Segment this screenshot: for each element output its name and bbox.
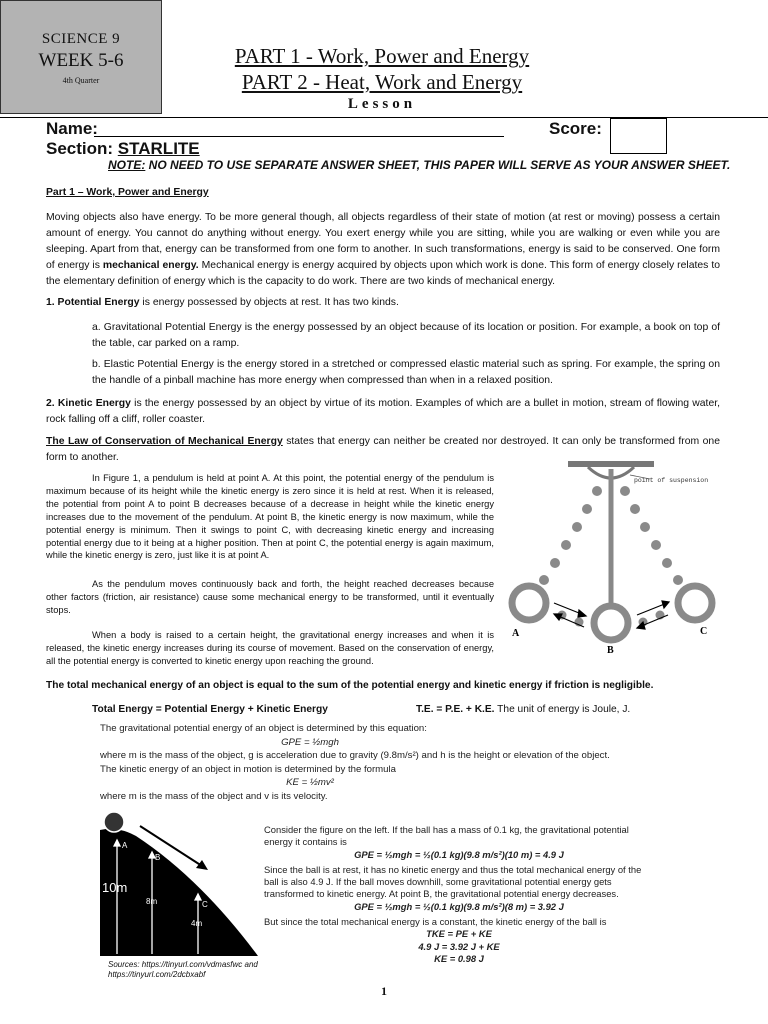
intro-paragraph <box>46 210 720 290</box>
gpe-intro: The gravitational potential energy of an object is determined by this equation: <box>100 723 427 734</box>
note-label: NOTE: <box>108 158 146 172</box>
height-4m: 4m <box>191 919 203 928</box>
suspension-bar <box>568 461 654 467</box>
hill-figure <box>100 808 260 963</box>
pendulum-paragraph-2: As the pendulum moves continuously back and forth, the height reached decreases because other factors (friction, air resistance) cause some mechanical energy to be transformed, until it eventually stops. <box>46 579 494 615</box>
example-eq-3b: 4.9 J = 3.92 J + KE <box>418 940 500 952</box>
total-energy-statement: The total mechanical energy of an object is equal to the sum of the potential energy and kinetic energy if friction is negligible. <box>46 680 654 691</box>
part1-title: PART 1 - Work, Power and Energy <box>234 44 530 68</box>
figure-sources <box>108 960 258 980</box>
worked-example <box>264 824 654 965</box>
section-row <box>46 139 200 159</box>
intro-text-b: Mechanical energy is energy acquired by objects upon which work is done. This form of energy closely relates to the elementary definition of energy which is the capacity to do work. There are two kinds of mechanical energy. <box>46 260 720 287</box>
hill-label-a: A <box>122 841 128 850</box>
te-symbolic: T.E. = P.E. + K.E. <box>416 704 495 715</box>
page-number: 1 <box>381 984 387 998</box>
law-term: The Law of Conservation of Mechanical Energy <box>46 436 283 447</box>
label-b: B <box>607 645 614 656</box>
score-box[interactable] <box>610 118 667 154</box>
source-1: Sources: https://tinyurl.com/vdmasfwc and <box>108 960 258 969</box>
pe-term: 1. Potential Energy <box>46 297 140 308</box>
height-10m: 10m <box>102 880 128 895</box>
pendulum-paragraph-1: In Figure 1, a pendulum is held at point A. At this point, the potential energy of the pendulum is maximum because of its height while the kinetic energy is zero since it is held at rest. When it is released, the potential from point A to point B decreases because of a decrease in height while the kinetic energy increases due to the movement of the pendulum. At point B, the kinetic energy is now maximum, while the potential energy is minimum. Then it swings to point C, with decreasing kinetic energy and increasing potential energy due to it being at a higher position. Then at point C, the potential energy is again maximum, while the kinetic energy is zero, just like it is at point A. <box>46 473 494 561</box>
course-info-box <box>0 0 162 114</box>
bob-b <box>594 606 628 640</box>
example-line-2: Since the ball is at rest, it has no kinetic energy and thus the total mechanical energy of the ball is also 4.9 J. If the ball moves downhill, some gravitational potential energy gets transformed to kinetic energy. At point B, the gravitational potential energy decreases. <box>264 863 642 900</box>
ke-def: is the energy possessed by an object by virtue of its motion. Examples of which are a bullet in motion, stream of flowing water, rock falling off a cliff, roller coaster. <box>46 398 720 425</box>
score-label: Score: <box>549 119 602 138</box>
quarter-label: 4th Quarter <box>62 76 100 85</box>
example-eq-2: GPE = ½mgh = ½(0.1 kg)(9.8 m/s²)(8 m) = 3.92 J <box>354 900 564 912</box>
suspension-label: point of suspension <box>634 477 709 484</box>
energy-unit: The unit of energy is Joule, J. <box>494 704 631 715</box>
pe-paragraph <box>46 295 720 311</box>
part1-heading: Part 1 – Work, Power and Energy <box>46 187 209 198</box>
example-eq-3a: TKE = PE + KE <box>426 928 492 940</box>
equations-block <box>100 722 620 803</box>
pendulum-figure <box>500 455 730 660</box>
example-line-1: Consider the figure on the left. If the ball has a mass of 0.1 kg, the gravitational potential energy it contains is <box>264 824 629 848</box>
part2-title: PART 2 - Heat, Work and Energy <box>241 70 523 94</box>
example-eq-1: GPE = ½mgh = ½(0.1 kg)(9.8 m/s²)(10 m) = 4.9 J <box>354 848 564 860</box>
section-value: STARLITE <box>117 139 200 158</box>
subject-label: SCIENCE 9 <box>41 31 121 47</box>
total-energy-equation: Total Energy = Potential Energy + Kinetic Energy <box>92 704 328 715</box>
example-line-3: But since the total mechanical energy is a constant, the kinetic energy of the ball is <box>264 916 607 928</box>
ke-term: 2. Kinetic Energy <box>46 398 131 409</box>
downhill-arrow <box>196 860 208 870</box>
te-equation-row <box>416 704 630 715</box>
gpe-paragraph: a. Gravitational Potential Energy is the energy possessed by an object because of its location or position. For example, a book on top of the table, car parked on a ramp. <box>92 322 720 349</box>
source-2: https://tinyurl.com/2dcbxabf <box>108 970 206 979</box>
bob-a <box>512 586 546 620</box>
gpe-formula: GPE = ½mgh <box>281 736 339 748</box>
lesson-label: Lesson <box>347 96 417 112</box>
pendulum-paragraph-3: When a body is raised to a certain height, the gravitational energy increases and when it is released, the kinetic energy increases during its course of movement. Based on the conservation of energy, all the potential energy is converted to kinetic energy upon reaching the ground. <box>46 630 494 666</box>
gpe-where: where m is the mass of the object, g is acceleration due to gravity (9.8m/s²) and h is the height or elevation of the object. The kinetic energy of an object in motion is determined by the formula <box>100 750 610 775</box>
label-c: C <box>700 626 708 637</box>
ke-paragraph <box>46 396 720 428</box>
law-def: states that energy can neither be created nor destroyed. It can only be transformed from one form to another. <box>46 436 720 463</box>
intro-text-a: Moving objects also have energy. To be more general though, all objects regardless of their state of motion (at rest or moving) possess a certain amount of energy. You cannot do anything without energy. You exert energy while you are sitting, while you are walking or even while you are sleeping. Apart from that, energy can be transformed from one form to another. In such transformations, energy is said to be conserved. One form of energy is <box>46 212 720 271</box>
hill-label-b: B <box>155 853 161 862</box>
height-8m: 8m <box>146 897 158 906</box>
name-label: Name: <box>46 119 98 138</box>
epe-paragraph: b. Elastic Potential Energy is the energy stored in a stretched or compressed elastic material such as spring. For example, the spring on the handle of a pinball machine has more energy when compressed than when in a relaxed position. <box>92 359 720 386</box>
bob-c <box>678 586 712 620</box>
section-label: Section: <box>46 139 114 158</box>
name-field[interactable] <box>94 136 504 137</box>
ball <box>104 812 124 832</box>
intro-bold: mechanical energy. <box>102 260 199 271</box>
label-a: A <box>512 628 520 639</box>
pe-def: is energy possessed by objects at rest. It has two kinds. <box>139 297 399 308</box>
ke-formula: KE = ½mv² <box>286 777 334 788</box>
ke-where: where m is the mass of the object and v is its velocity. <box>100 790 328 802</box>
example-eq-3c: KE = 0.98 J <box>434 952 484 964</box>
note-line <box>108 158 730 172</box>
week-label: WEEK 5-6 <box>38 50 124 71</box>
note-text: NO NEED TO USE SEPARATE ANSWER SHEET, THIS PAPER WILL SERVE AS YOUR ANSWER SHEET. <box>145 158 731 172</box>
hill-label-c: C <box>202 900 208 909</box>
